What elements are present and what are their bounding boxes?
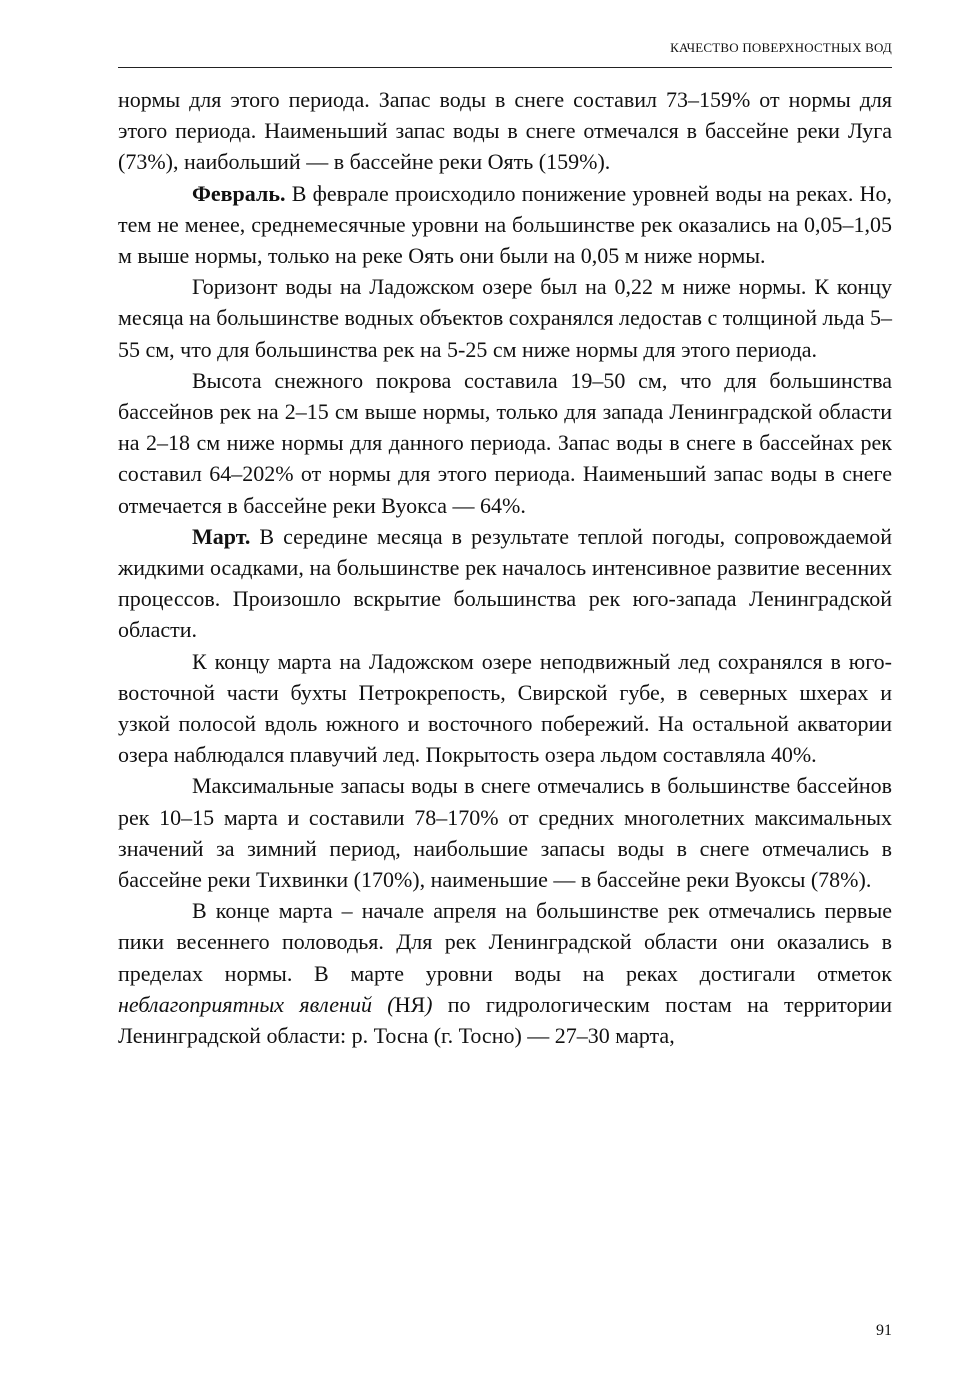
adverse-events-close: ) [425, 991, 433, 1017]
paragraph-snow-reserves-text: Максимальные запасы воды в снеге отмечались в большинстве бассейнов рек 10–15 марта и составили 78–170% от средних многолетних максимальных значений за зимний период, наибольшие запасы воды в снеге отмечались в бассейне реки Тихвинки (170%), наименьшие — в бассейне реки Вуоксы (78%). [118, 773, 892, 893]
paragraph-ladoga-level-text: Горизонт воды на Ладожском озере был на 0,22 м ниже нормы. К концу месяца на большинстве водных объектов сохранялся ледостав с толщиной льда 5–55 см, что для большинства рек на 5-25 см ниже нормы для этого периода. [118, 274, 892, 362]
paragraph-ladoga-ice-text: К концу марта на Ладожском озере неподвижный лед сохранялся в юго-восточной части бухты Петрокрепость, Свирской губе, в северных шхерах и узкой полосой вдоль южного и восточного побережий. На остальной акватории озера наблюдался плавучий лед. Покрытость озера льдом составляла 40%. [118, 648, 892, 768]
paragraph-ladoga-ice [118, 646, 892, 771]
adverse-events-term: неблагоприятных явлений ( [118, 991, 395, 1017]
running-header: КАЧЕСТВО ПОВЕРХНОСТНЫХ ВОД [670, 40, 892, 55]
paragraph-flood-peaks-text-after: по гидрологическим постам на территории Ленинградской области: р. Тосна (г. Тосно) — 27–30 марта, [118, 991, 892, 1049]
paragraph-snow-reserves [118, 770, 892, 895]
paragraph-march-text: В середине месяца в результате теплой погоды, сопровождаемой жидкими осадками, на большинстве рек началось интенсивное развитие весенних процессов. Произошло вскрытие большинства рек юго-запада Ленинградской области. [118, 523, 892, 643]
header-divider [118, 67, 892, 68]
paragraph-february [118, 178, 892, 272]
march-heading: Март. [192, 523, 251, 549]
paragraph-february-text: В феврале происходило понижение уровней воды на реках. Но, тем не менее, среднемесячные уровни на большинстве рек оказались на 0,05–1,05 м выше нормы, только на реке Оять они были на 0,05 м ниже нормы. [118, 180, 892, 269]
paragraph-1-text: нормы для этого периода. Запас воды в снеге составил 73–159% от нормы для этого периода. Наименьший запас воды в снеге отмечался в бассейне реки Луга (73%), наибольший — в бассейне реки Оять (159%). [118, 87, 892, 175]
paragraph-snow-cover [118, 365, 892, 521]
adverse-events-abbreviation: НЯ [394, 991, 426, 1017]
paragraph-1 [118, 84, 892, 178]
paragraph-snow-cover-text: Высота снежного покрова составила 19–50 см, что для большинства бассейнов рек на 2–15 см выше нормы, только для запада Ленинградской области на 2–18 см ниже нормы для данного периода. Запас воды в снеге в бассейнах рек составил 64–202% от нормы для этого периода. Наименьший запас воды в снеге отмечается в бассейне реки Вуокса — 64%. [118, 367, 892, 518]
february-heading: Февраль. [192, 180, 286, 206]
page-number: 91 [876, 1322, 892, 1339]
paragraph-flood-peaks-text-before: В конце марта – начале апреля на большинстве рек отмечались первые пики весеннего половодья. Для рек Ленинградской области они оказались в пределах нормы. В марте уровни воды на реках достигали отметок [118, 898, 892, 986]
paragraph-ladoga-level [118, 271, 892, 365]
paragraph-flood-peaks [118, 895, 892, 1051]
body-text [118, 84, 892, 1051]
paragraph-march [118, 521, 892, 646]
